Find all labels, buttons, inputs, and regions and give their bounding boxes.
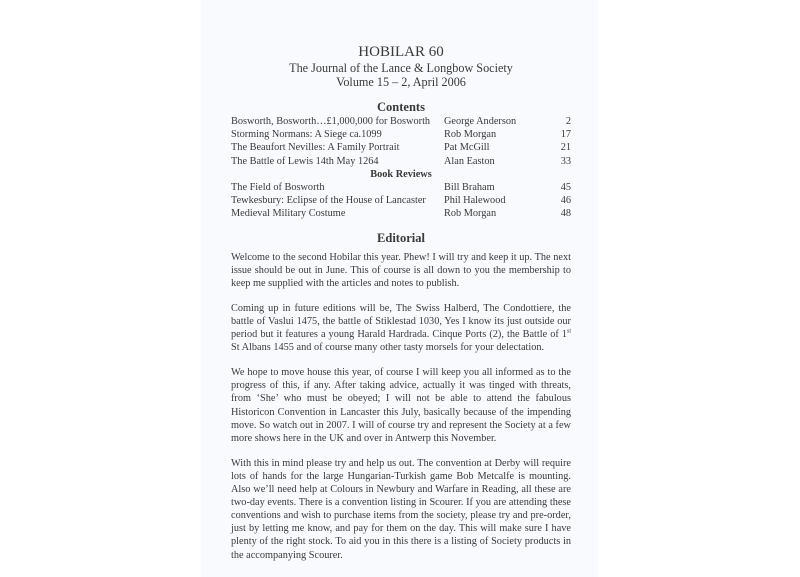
page-content	[231, 44, 571, 574]
toc-article-title: The Beaufort Nevilles: A Family Portrait	[231, 142, 400, 154]
toc-review-author: Rob Morgan	[444, 208, 497, 220]
book-reviews-heading: Book Reviews	[370, 168, 432, 180]
editorial-paragraph: Welcome to the second Hobilar this year. Phew! I will try and keep it up. The next issue should be out in June. This of course is all down to you the membership to keep me supplied with the articles and notes to publish.	[231, 251, 571, 289]
paragraph-text: Coming up in future editions will be, The Swiss Halberd, The Condottiere, the battle of Vaslui 1475, the battle of Stiklestad 1030, Yes I know its just outside our period but it features a young Harald Hardrada. Cinque Ports (2), the Battle of 1	[231, 302, 571, 341]
toc-review-title: The Field of Bosworth	[231, 182, 325, 194]
editorial-heading: Editorial	[377, 230, 425, 245]
toc-row	[231, 128, 571, 141]
toc-article-title: Storming Normans: A Siege ca.1099	[231, 129, 382, 141]
journal-title: HOBILAR 60	[358, 44, 444, 60]
toc-review-page: 48	[560, 208, 571, 220]
toc-review-page: 46	[560, 195, 571, 207]
ordinal-superscript: st	[566, 328, 571, 335]
toc-article-page: 2	[565, 116, 571, 127]
toc-article-author: Rob Morgan	[444, 129, 497, 141]
toc-review-title: Medieval Military Costume	[231, 208, 346, 220]
journal-volume: Volume 15 – 2, April 2006	[336, 75, 466, 89]
toc-row	[231, 141, 571, 154]
toc-row	[231, 181, 571, 194]
toc-article-title: Bosworth, Bosworth…£1,000,000 for Bosworth	[231, 116, 431, 127]
toc-article-title: The Battle of Lewis 14th May 1264	[231, 155, 379, 167]
toc-section-row	[231, 168, 571, 181]
editorial-paragraph: With this in mind please try and help us out. The convention at Derby will require lots of hands for the large Hungarian-Turkish game Bob Metcalfe is mounting. Also we’ll need help at Colours in Newbury and Warfare in Reading, all these are two-day events. There is a convention listing in Scourer. If you are attending these conventions and wish to purchase items from the society, please try and pre-order, just by letting me know, and pay for them on the day. This will make sure I have plenty of the right stock. To aid you in this there is a listing of Society products in the accompanying Scourer.	[231, 457, 571, 561]
table-of-contents	[231, 115, 571, 221]
editorial-paragraph	[231, 302, 571, 354]
toc-review-title: Tewkesbury: Eclipse of the House of Lancaster	[231, 195, 426, 207]
journal-subtitle: The Journal of the Lance & Longbow Society	[289, 61, 513, 75]
toc-review-author: Bill Braham	[444, 182, 495, 194]
toc-row	[231, 115, 571, 128]
toc-review-author: Phil Halewood	[444, 195, 506, 207]
paragraph-text: St Albans 1455 and of course many other tasty morsels for your delectation.	[231, 342, 545, 354]
toc-row	[231, 194, 571, 207]
contents-heading: Contents	[377, 100, 425, 114]
toc-article-author: Alan Easton	[444, 155, 495, 167]
journal-page	[201, 0, 598, 577]
toc-row	[231, 155, 571, 168]
toc-article-page: 17	[560, 129, 571, 141]
toc-review-page: 45	[560, 182, 571, 194]
toc-article-author: George Anderson	[444, 116, 517, 127]
toc-article-author: Pat McGill	[444, 142, 490, 154]
toc-row	[231, 207, 571, 220]
toc-article-page: 21	[560, 142, 571, 154]
editorial-paragraph: We hope to move house this year, of course I will keep you all informed as to the progress of this, if any. After taking advice, actually it was tinged with threats, from ‘She’ who must be obeyed; I will not be able to attend the fabulous Historicon Convention in Lancaster this July, basically because of the impending move. So watch out in 2007. I will of course try and represent the Society at a few more shows here in the UK and over in Antwerp this November.	[231, 367, 571, 444]
toc-article-page: 33	[560, 155, 571, 167]
